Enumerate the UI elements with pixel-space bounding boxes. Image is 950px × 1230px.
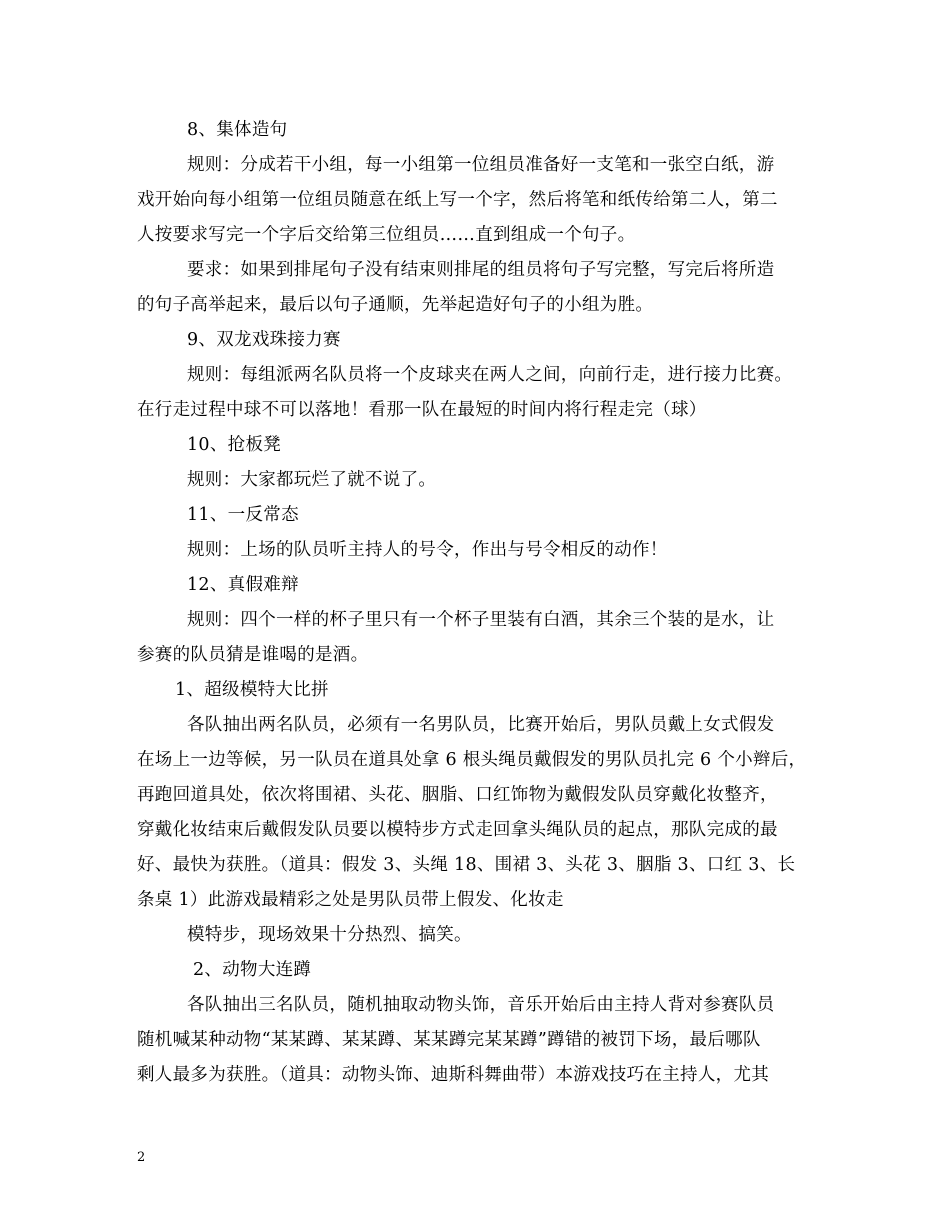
paragraph-line: 人按要求写完一个字后交给第三位组员……直到组成一个句子。 xyxy=(137,225,636,245)
paragraph-line: 各队抽出两名队员，必须有一名男队员，比赛开始后，男队员戴上女式假发 xyxy=(187,715,775,735)
heading-11-opposite: 11、一反常态 xyxy=(187,505,299,525)
heading-1-super-model: 1、超级模特大比拼 xyxy=(175,680,329,700)
page-number: 2 xyxy=(137,1150,146,1165)
paragraph-line: 随机喊某种动物“某某蹲、某某蹲、某某蹲完某某蹲”蹲错的被罚下场，最后哪队 xyxy=(137,1030,761,1050)
paragraph-line: 规则：上场的队员听主持人的号令，作出与号令相反的动作！ xyxy=(187,540,668,560)
paragraph-line: 剩人最多为获胜。（道具：动物头饰、迪斯科舞曲带）本游戏技巧在主持人，尤其 xyxy=(137,1065,770,1085)
paragraph-line: 规则：分成若干小组，每一小组第一位组员准备好一支笔和一张空白纸，游 xyxy=(187,155,775,175)
paragraph-line: 在场上一边等候，另一队员在道具处拿 6 根头绳员戴假发的男队员扎完 6 个小辫后， xyxy=(137,750,807,770)
heading-9-relay-race: 9、双龙戏珠接力赛 xyxy=(187,330,341,350)
paragraph-line: 穿戴化妆结束后戴假发队员要以模特步方式走回拿头绳队员的起点，那队完成的最 xyxy=(137,820,778,840)
heading-10-musical-chairs: 10、抢板凳 xyxy=(187,435,282,455)
paragraph-line: 好、最快为获胜。（道具：假发 3、头绳 18、围裙 3、头花 3、胭脂 3、口红 3、长 xyxy=(137,855,796,875)
paragraph-line: 规则：每组派两名队员将一个皮球夹在两人之间，向前行走，进行接力比赛。 xyxy=(187,365,793,385)
paragraph-line: 参赛的队员猜是谁喝的是酒。 xyxy=(137,645,369,665)
paragraph-line: 规则：四个一样的杯子里只有一个杯子里装有白酒，其余三个装的是水，让 xyxy=(187,610,775,630)
paragraph-line: 在行走过程中球不可以落地！看那一队在最短的时间内将行程走完（球） xyxy=(137,400,707,420)
paragraph-line: 条桌 1）此游戏最精彩之处是男队员带上假发、化妆走 xyxy=(137,890,564,910)
paragraph-line: 戏开始向每小组第一位组员随意在纸上写一个字，然后将笔和纸传给第二人，第二 xyxy=(137,190,778,210)
paragraph-line: 各队抽出三名队员，随机抽取动物头饰，音乐开始后由主持人背对参赛队员 xyxy=(187,995,775,1015)
paragraph-line: 的句子高举起来，最后以句子通顺，先举起造好句子的小组为胜。 xyxy=(137,295,654,315)
heading-8-group-sentence: 8、集体造句 xyxy=(187,120,288,140)
paragraph-line: 模特步，现场效果十分热烈、搞笑。 xyxy=(187,925,472,945)
heading-2-animal-squat: 2、动物大连蹲 xyxy=(193,960,312,980)
paragraph-line: 再跑回道具处，依次将围裙、头花、胭脂、口红饰物为戴假发队员穿戴化妆整齐， xyxy=(137,785,778,805)
heading-12-true-false: 12、真假难辩 xyxy=(187,575,299,595)
paragraph-line: 要求：如果到排尾句子没有结束则排尾的组员将句子写完整，写完后将所造 xyxy=(187,260,775,280)
paragraph-line: 规则：大家都玩烂了就不说了。 xyxy=(187,470,437,490)
